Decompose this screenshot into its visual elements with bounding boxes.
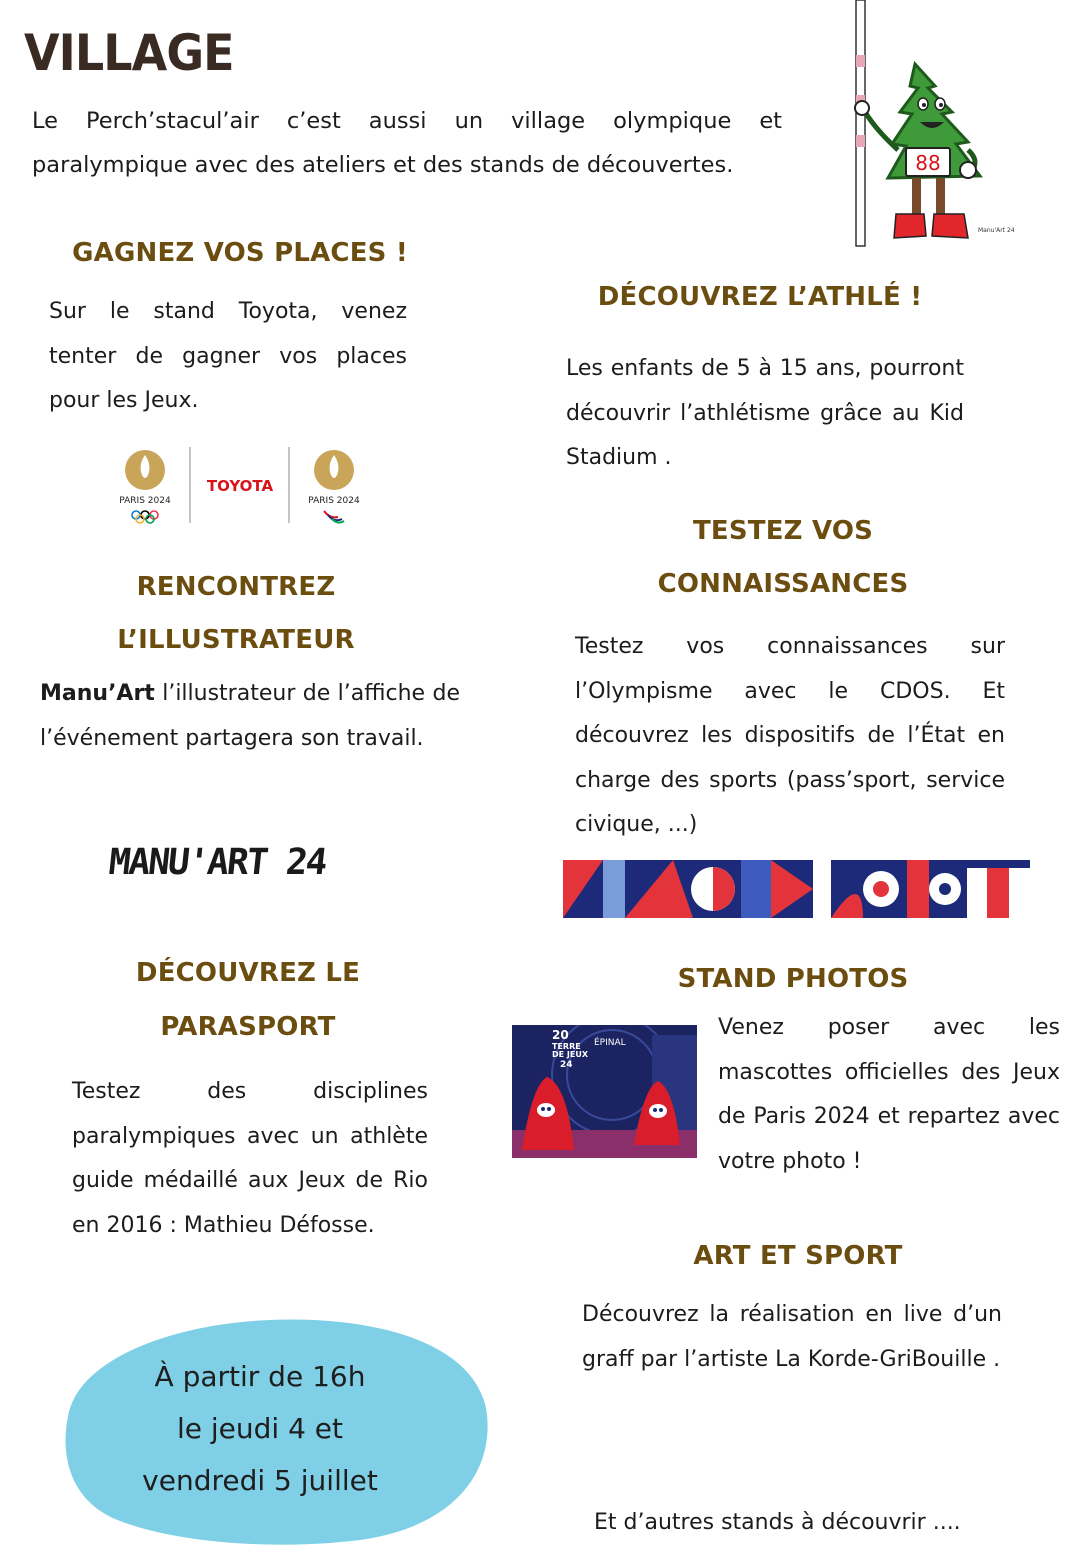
schedule-text <box>110 1351 410 1507</box>
mascot-signature: Manu'Art 24 <box>978 227 1015 234</box>
paris-2024-olympic-logo <box>119 450 171 523</box>
paris-2024-paralympic-logo <box>308 450 360 523</box>
photo-sign-2: TERRE <box>552 1042 581 1051</box>
section-text-photos: Venez poser avec les mascottes officielles des Jeux de Paris 2024 et repartez avec votre photo ! <box>718 1015 1060 1174</box>
illustrator-name: Manu’Art <box>40 681 155 706</box>
mascots-photo <box>512 1025 697 1158</box>
section-heading-places: GAGNEZ VOS PLACES ! <box>72 238 408 268</box>
schedule-line-3: vendredi 5 juillet <box>142 1464 378 1497</box>
section-heading-art: ART ET SPORT <box>693 1241 903 1271</box>
section-text-parasport: Testez des disciplines paralympiques avec un athlète guide médaillé aux Jeux de Rio en 2016 : Mathieu Défosse. <box>72 1079 428 1238</box>
schedule-line-2: le jeudi 4 et <box>176 1412 344 1445</box>
illustrator-description: l’illustrateur de l’affiche de l’événement partagera son travail. <box>40 681 460 751</box>
section-text-art: Découvrez la réalisation en live d’un graff par l’artiste La Korde-GriBouille . <box>582 1302 1002 1372</box>
section-text-illustrateur <box>40 672 460 761</box>
olympic-pattern-banner <box>563 860 1030 918</box>
photo-sign-city: ÉPINAL <box>594 1038 626 1048</box>
partner-logos <box>108 445 373 525</box>
section-heading-connaissances-1: TESTEZ VOS <box>692 516 874 546</box>
section-heading-illustrateur-1: RENCONTREZ <box>136 572 336 602</box>
section-text-places: Sur le stand Toyota, venez tenter de gagner vos places pour les Jeux. <box>49 299 407 413</box>
intro-text: Le Perch’stacul’air c’est aussi un village olympique et paralympique avec des ateliers et des stands de découvertes. <box>32 108 782 178</box>
section-heading-athle: DÉCOUVREZ L’ATHLÉ ! <box>597 282 923 312</box>
section-heading-illustrateur-2: L’ILLUSTRATEUR <box>117 625 355 655</box>
section-heading-parasport-2: PARASPORT <box>160 1012 336 1042</box>
photo-sign-3: DE JEUX <box>552 1050 588 1059</box>
paris-right-label: PARIS 2024 <box>308 496 360 506</box>
manuart-logo: MANU'ART 24 <box>106 842 328 883</box>
toyota-logo-text: TOYOTA <box>206 477 274 495</box>
section-text-connaissances: Testez vos connaissances sur l’Olympisme avec le CDOS. Et découvrez les dispositifs de l’État en charge des sports (pass’sport, service civique, ...) <box>575 634 1005 837</box>
section-heading-photos: STAND PHOTOS <box>677 964 909 994</box>
section-heading-parasport-1: DÉCOUVREZ LE <box>135 958 361 988</box>
section-text-athle: Les enfants de 5 à 15 ans, pourront découvrir l’athlétisme grâce au Kid Stadium . <box>566 356 964 470</box>
mascot-bib-number: 88 <box>915 151 941 175</box>
schedule-line-1: À partir de 16h <box>154 1360 366 1393</box>
photo-sign-1: 20 <box>552 1028 569 1042</box>
page-title: VILLAGE <box>24 24 234 82</box>
footer-text: Et d’autres stands à découvrir .... <box>594 1510 961 1535</box>
mascot-illustration <box>840 0 1030 250</box>
photo-sign-4: 24 <box>560 1060 573 1070</box>
section-heading-connaissances-2: CONNAISSANCES <box>657 569 909 599</box>
paris-left-label: PARIS 2024 <box>119 496 171 506</box>
